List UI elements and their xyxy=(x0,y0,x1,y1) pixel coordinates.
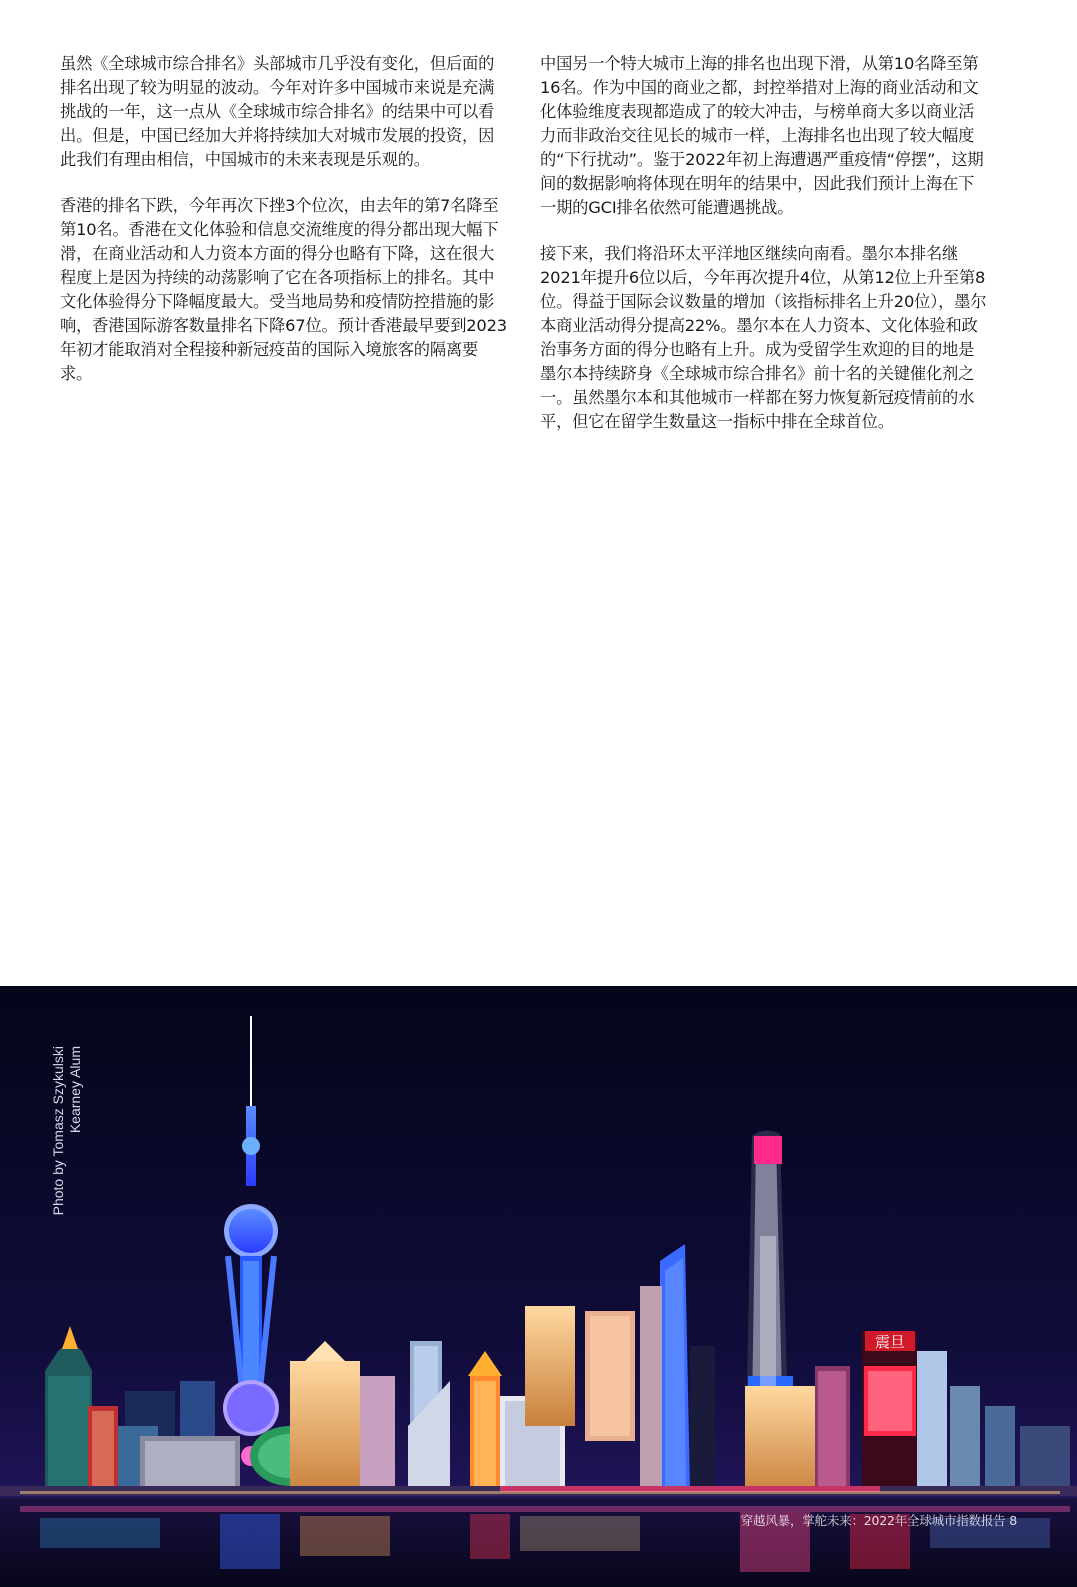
shanghai-skyline-photo xyxy=(0,986,1077,1587)
paragraph: 虽然《全球城市综合排名》头部城市几乎没有变化，但后面的排名出现了较为明显的波动。今年对许多中国城市来说是充满挑战的一年，这一点从《全球城市综合排名》的结果中可以看出。但是，中国已经加大并将持续加大对城市发展的投资，因此我们有理由相信，中国城市的未来表现是乐观的。 xyxy=(60,54,495,169)
photo-credit-line: Kearney Alum xyxy=(67,1046,83,1134)
right-column xyxy=(540,52,990,452)
page-footer: 穿越风暴，掌舵未来：2022年全球城市指数报告 8 xyxy=(740,1513,1017,1528)
paragraph: 香港的排名下跌，今年再次下挫3个位次，由去年的第7名降至第10名。香港在文化体验和信息交流维度的得分都出现大幅下滑，在商业活动和人力资本方面的得分也略有下降，这在很大程度上是因为持续的动荡影响了它在各项指标上的排名。其中文化体验得分下降幅度最大。受当地局势和疫情防控措施的影响，香港国际游客数量排名下降67位。预计香港最早要到2023年初才能取消对全程接种新冠疫苗的国际入境旅客的隔离要求。 xyxy=(60,196,507,383)
paragraph: 中国另一个特大城市上海的排名也出现下滑，从第10名降至第16名。作为中国的商业之都，封控举措对上海的商业活动和文化体验维度表现都造成了的较大冲击，与榜单商大多以商业活力而非政治交往见长的城市一样，上海排名也出现了较大幅度的“下行扰动”。鉴于2022年初上海遭遇严重疫情“停摆”，这期间的数据影响将体现在明年的结果中，因此我们预计上海在下一期的GCI排名依然可能遭遇挑战。 xyxy=(540,54,984,217)
paragraph: 接下来，我们将沿环太平洋地区继续向南看。墨尔本排名继2021年提升6位以后，今年再次提升4位，从第12位上升至第8位。得益于国际会议数量的增加（该指标排名上升20位），墨尔本商业活动得分提高22%。墨尔本在人力资本、文化体验和政治事务方面的得分也略有上升。成为受留学生欢迎的目的地是墨尔本持续跻身《全球城市综合排名》前十名的关键催化剂之一。虽然墨尔本和其他城市一样都在努力恢复新冠疫情前的水平，但它在留学生数量这一指标中排在全球首位。 xyxy=(540,244,987,431)
left-column xyxy=(60,52,510,452)
article-body xyxy=(60,52,990,452)
skyline-illustration xyxy=(0,986,1077,1587)
building-sign: 震旦 xyxy=(874,1333,906,1351)
photo-credit xyxy=(50,1046,95,1226)
photo-credit-line: Photo by Tomasz Szykulski xyxy=(50,1046,66,1216)
